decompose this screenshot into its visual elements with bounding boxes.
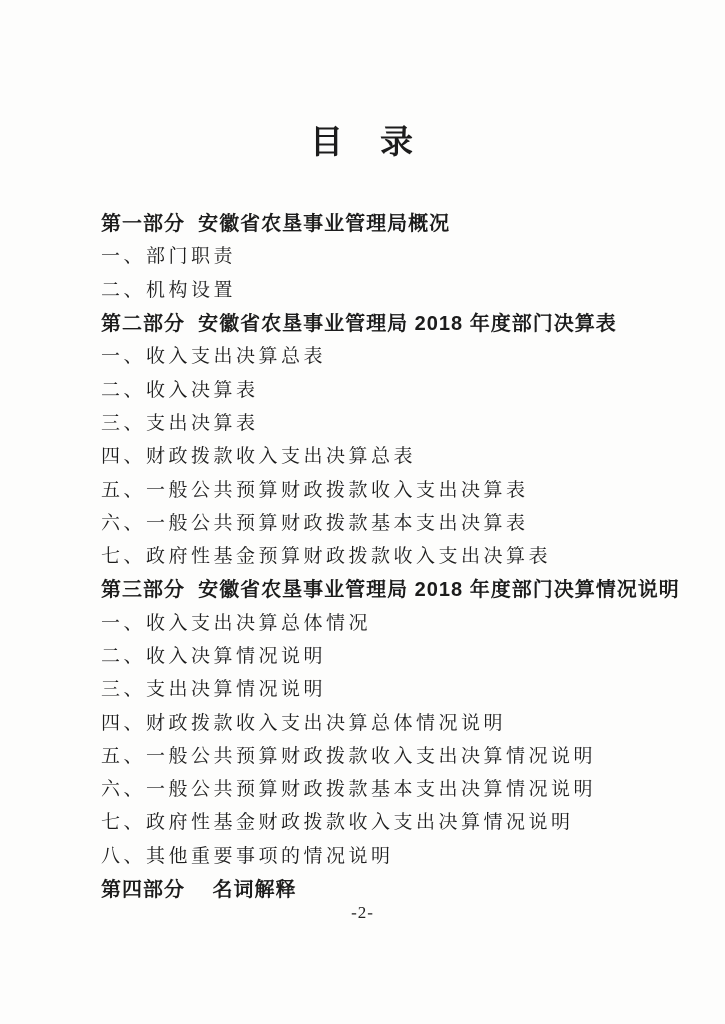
toc-item: 一、部门职责 (101, 246, 237, 268)
toc-item: 二、收入决算情况说明 (101, 646, 327, 667)
page-title: 目 录 (310, 125, 415, 161)
toc-section-heading: 第一部分 安徽省农垦事业管理局概况 (101, 213, 451, 236)
toc-item: 七、政府性基金预算财政拨款收入支出决算表 (101, 546, 552, 568)
toc-item: 一、收入支出决算总表 (101, 346, 327, 368)
toc-section-heading: 第四部分 名词解释 (101, 879, 297, 902)
toc-item: 八、其他重要事项的情况说明 (101, 845, 394, 867)
toc-item: 七、政府性基金财政拨款收入支出决算情况说明 (101, 812, 574, 834)
toc-section-heading: 第二部分 安徽省农垦事业管理局 2018 年度部门决算表 (101, 313, 617, 336)
toc-item: 六、一般公共预算财政拨款基本支出决算表 (101, 512, 529, 534)
toc-section-heading: 第三部分 安徽省农垦事业管理局 2018 年度部门决算情况说明 (101, 579, 680, 602)
toc-item: 六、一般公共预算财政拨款基本支出决算情况说明 (101, 779, 597, 801)
page-number: -2- (351, 903, 374, 922)
toc-item: 三、支出决算情况说明 (101, 679, 327, 701)
toc-item: 二、收入决算表 (101, 379, 259, 401)
toc-item: 四、财政拨款收入支出决算总体情况说明 (101, 712, 507, 734)
toc-item: 四、财政拨款收入支出决算总表 (101, 446, 417, 468)
table-of-contents (101, 205, 685, 904)
toc-item: 二、机构设置 (101, 279, 237, 301)
toc-item: 五、一般公共预算财政拨款收入支出决算表 (101, 479, 529, 501)
toc-item: 一、收入支出决算总体情况 (101, 612, 372, 634)
toc-item: 五、一般公共预算财政拨款收入支出决算情况说明 (101, 745, 597, 767)
toc-item: 三、支出决算表 (101, 412, 259, 434)
